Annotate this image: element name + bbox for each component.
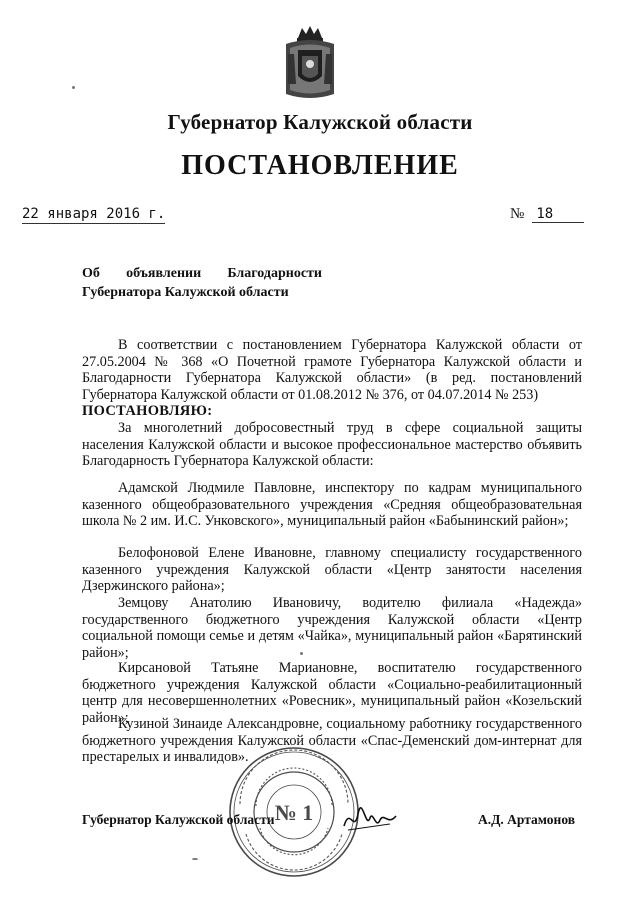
- recipient-text: Белофоновой Елене Ивановне, главному специалисту государственного казенного учреждения Калужской области «Центр занятости населения Дзержинского района»;: [82, 545, 582, 595]
- recipient-text: Кузиной Зинаиде Александровне, социальному работнику государственного бюджетного учреждения Калужской области «Спас-Деменский дом-интернат для престарелых и инвалидов».: [82, 716, 582, 766]
- intro-text: За многолетний добросовестный труд в сфере социальной защиты населения Калужской области и высокое профессиональное мастерство объявить Благодарность Губернатора Калужской области:: [82, 420, 582, 470]
- coat-of-arms-icon: [280, 24, 340, 100]
- subject-line-1: [82, 264, 322, 283]
- document-number: 18: [532, 206, 584, 223]
- recipient-text: Адамской Людмиле Павловне, инспектору по кадрам муниципального казенного общеобразовательного учреждения «Средняя общеобразовательная школа № 2 им. И.С. Унковского», муниципальный район «Бабынинский район»;: [82, 480, 582, 530]
- signatory-name: А.Д. Артамонов: [478, 812, 576, 827]
- document-type-title: ПОСТАНОВЛЕНИЕ: [181, 150, 459, 181]
- subject-word: Об: [82, 266, 100, 281]
- subject-line-2: Губернатора Калужской области: [82, 285, 289, 300]
- recipient-text: Земцову Анатолию Ивановичу, водителю филиала «Надежда» государственного бюджетного учреждения Калужской области «Центр социальной помощи семье и детям «Чайка», муниципальный район «Барятинский район»;: [82, 595, 582, 661]
- document-number-block: [510, 206, 584, 223]
- recipient-paragraph: [82, 480, 582, 530]
- recipient-paragraph: [82, 545, 582, 595]
- preamble-paragraph: [82, 337, 582, 403]
- resolve-heading: ПОСТАНОВЛЯЮ:: [82, 403, 213, 419]
- signatory-title: Губернатор Калужской области: [82, 812, 275, 827]
- preamble-text: В соответствии с постановлением Губернатора Калужской области от 27.05.2004 № 368 «О Почетной грамоте Губернатора Калужской области и Благодарности Губернатора Калужской области» (в ред. постановлений Губернатора Калужской области от 01.08.2012 № 376, от 04.07.2014 № 253): [82, 337, 582, 403]
- document-date: 22 января 2016 г.: [22, 206, 166, 222]
- recipient-text: Кирсановой Татьяне Мариановне, воспитателю государственного бюджетного учреждения Калужской области «Социально-реабилитационный центр для несовершеннолетних «Ровесник», муниципальный район «Козельский район»;: [82, 660, 582, 726]
- intro-paragraph: [82, 420, 582, 470]
- scan-speck: [72, 86, 75, 89]
- handwritten-signature-icon: [340, 800, 400, 840]
- government-title: Губернатор Калужской области: [167, 110, 473, 134]
- scan-speck: [300, 652, 303, 655]
- seal-number: № 1: [274, 800, 314, 825]
- recipient-paragraph: [82, 595, 582, 661]
- document-subject: [82, 264, 322, 302]
- subject-word: Благодарности: [227, 266, 322, 281]
- number-sign: №: [510, 206, 525, 222]
- subject-word: объявлении: [126, 266, 202, 281]
- scan-speck: [192, 858, 198, 860]
